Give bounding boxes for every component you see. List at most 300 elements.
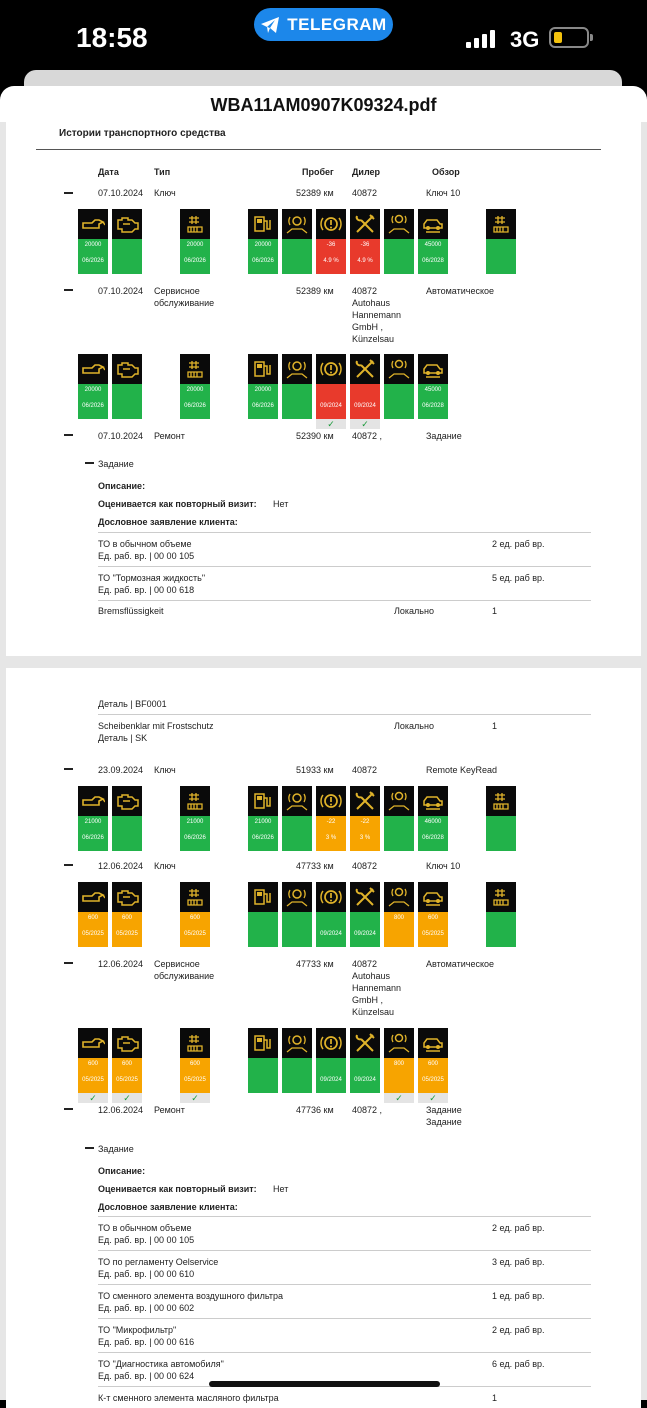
service-tile-fuel-filter bbox=[248, 209, 278, 274]
tile-value: 800 bbox=[393, 915, 404, 921]
tile-status bbox=[282, 239, 312, 274]
tile-date: 05/2025 bbox=[116, 1077, 138, 1083]
tile-date: 06/2028 bbox=[422, 258, 444, 264]
service-tile-front-brake bbox=[282, 354, 312, 419]
service-tile-oil-can bbox=[78, 354, 108, 419]
repeat-visit-label: Оценивается как повторный визит: bbox=[98, 1184, 257, 1194]
tile-status bbox=[418, 816, 448, 851]
tile-value: 21000 bbox=[186, 819, 204, 825]
entry-review: Remote KeyRead bbox=[426, 765, 498, 775]
tile-date: 06/2026 bbox=[184, 403, 206, 409]
service-tile-car-lift bbox=[418, 882, 448, 947]
tile-status bbox=[78, 816, 108, 851]
service-tile-fuel-filter bbox=[248, 882, 278, 947]
part-qty: 1 bbox=[492, 606, 498, 616]
tile-status bbox=[78, 384, 108, 419]
item-divider bbox=[98, 1216, 591, 1217]
entry-date: 07.10.2024 bbox=[98, 431, 144, 441]
tile-status bbox=[418, 1058, 448, 1093]
tile-value: 600 bbox=[427, 915, 438, 921]
pdf-page-2 bbox=[6, 668, 641, 1408]
entry-dealer: 40872 bbox=[352, 765, 378, 775]
front-brake-icon bbox=[282, 354, 312, 384]
entry-date: 07.10.2024 bbox=[98, 286, 144, 296]
pdf-viewer[interactable] bbox=[0, 122, 647, 1403]
part-origin: Локально bbox=[394, 721, 434, 731]
tile-value: 20000 bbox=[186, 387, 204, 393]
tile-date: 06/2028 bbox=[422, 403, 444, 409]
tile-date: 06/2026 bbox=[252, 258, 274, 264]
tile-date: 06/2026 bbox=[82, 258, 104, 264]
service-tile-hash-filter bbox=[180, 882, 210, 947]
item-divider bbox=[98, 714, 591, 715]
part-line: Деталь | BF0001 bbox=[98, 699, 167, 709]
check-mark-icon: ✓ bbox=[180, 1093, 210, 1103]
labor-item-code: Ед. раб. вр. | 00 00 610 bbox=[98, 1269, 195, 1279]
tile-status bbox=[384, 912, 414, 947]
entry-date: 12.06.2024 bbox=[98, 1105, 144, 1115]
service-tile-oil-can bbox=[78, 786, 108, 851]
labor-item-units: 2 ед. раб вр. bbox=[492, 1325, 545, 1335]
entry-dealer-line3: Hannemann bbox=[352, 983, 402, 993]
entry-review: Автоматическое bbox=[426, 959, 495, 969]
labor-item-title: ТО в обычном объеме bbox=[98, 1223, 192, 1233]
part-sub: Деталь | SK bbox=[98, 733, 148, 743]
tile-value: -36 bbox=[326, 242, 336, 248]
tile-status bbox=[248, 816, 278, 851]
service-tile-brake-fluid bbox=[316, 786, 346, 851]
tile-date: 06/2026 bbox=[184, 835, 206, 841]
oil-can-icon bbox=[78, 209, 108, 239]
rear-brake-icon bbox=[384, 354, 414, 384]
entry-dealer-line4: GmbH , bbox=[352, 995, 384, 1005]
tile-status bbox=[384, 239, 414, 274]
entry-dealer-line5: Künzelsau bbox=[352, 1007, 395, 1017]
tile-status bbox=[418, 912, 448, 947]
tile-value: -36 bbox=[360, 242, 370, 248]
car-lift-icon bbox=[418, 354, 448, 384]
service-tile-wrench-screwdriver bbox=[350, 354, 380, 429]
tile-date: 09/2024 bbox=[320, 403, 342, 409]
service-tile-rear-brake bbox=[384, 1028, 414, 1103]
tile-status bbox=[350, 239, 380, 274]
labor-item-code: Ед. раб. вр. | 00 00 624 bbox=[98, 1371, 195, 1381]
tile-status bbox=[180, 1058, 210, 1093]
service-tile-hash-filter bbox=[486, 786, 516, 851]
labor-item-title: К-т сменного элемента масляного фильтра bbox=[98, 1393, 279, 1403]
tile-date: 09/2024 bbox=[320, 931, 342, 937]
part-name: Bremsflüssigkeit bbox=[98, 606, 164, 616]
rear-brake-icon bbox=[384, 786, 414, 816]
document-title: WBA11AM0907K09324.pdf bbox=[210, 95, 437, 115]
tile-status bbox=[486, 912, 516, 947]
tile-status bbox=[248, 384, 278, 419]
labor-item-title: ТО "Диагностика автомобиля" bbox=[98, 1359, 224, 1369]
labor-item-units: 3 ед. раб вр. bbox=[492, 1257, 545, 1267]
rear-brake-icon bbox=[384, 1028, 414, 1058]
tile-date: 05/2025 bbox=[184, 1077, 206, 1083]
entry-dealer-line2: Autohaus bbox=[352, 298, 391, 308]
labor-item-title: ТО "Тормозная жидкость" bbox=[98, 573, 206, 583]
part-origin: Локально bbox=[394, 606, 434, 616]
tile-value: 45000 bbox=[424, 242, 442, 248]
service-tile-fuel-filter bbox=[248, 786, 278, 851]
tile-status bbox=[350, 1058, 380, 1093]
front-brake-icon bbox=[282, 209, 312, 239]
tile-date: 09/2024 bbox=[354, 403, 376, 409]
customer-statement-label: Дословное заявление клиента: bbox=[98, 517, 238, 527]
tile-value: 20000 bbox=[186, 242, 204, 248]
labor-item-code: Ед. раб. вр. | 00 00 602 bbox=[98, 1303, 195, 1313]
entry-type: Ключ bbox=[154, 765, 176, 775]
fuel-filter-icon bbox=[248, 1028, 278, 1058]
tile-status bbox=[78, 912, 108, 947]
brake-fluid-icon bbox=[316, 1028, 346, 1058]
labor-item-code: Ед. раб. вр. | 00 00 618 bbox=[98, 585, 195, 595]
tile-status bbox=[384, 816, 414, 851]
signal-bars-icon bbox=[466, 30, 498, 48]
labor-item-title: ТО по регламенту Oelservice bbox=[98, 1257, 219, 1267]
oil-can-icon bbox=[78, 882, 108, 912]
col-review-header: Обзор bbox=[432, 167, 460, 177]
tile-value: 600 bbox=[87, 915, 98, 921]
col-mileage-header: Пробег bbox=[302, 167, 334, 177]
description-label: Описание: bbox=[98, 481, 146, 491]
entry-dealer: 40872 , bbox=[352, 431, 383, 441]
service-tile-engine-oil bbox=[112, 1028, 142, 1103]
entry-dealer-line2: Autohaus bbox=[352, 971, 391, 981]
collapse-toggle[interactable] bbox=[64, 864, 73, 866]
service-tile-engine-oil bbox=[112, 786, 142, 851]
entry-dealer-line3: Hannemann bbox=[352, 310, 402, 320]
service-tile-engine-oil bbox=[112, 882, 142, 947]
service-tile-fuel-filter bbox=[248, 354, 278, 419]
description-label: Описание: bbox=[98, 1166, 146, 1176]
hash-filter-icon bbox=[180, 354, 210, 384]
tile-value: -22 bbox=[360, 819, 370, 825]
tile-status bbox=[316, 912, 346, 947]
hash-filter-icon bbox=[486, 786, 516, 816]
tile-value: 21000 bbox=[84, 819, 102, 825]
battery-icon bbox=[549, 27, 589, 48]
tile-date: 3 % bbox=[325, 835, 337, 841]
service-tile-hash-filter bbox=[180, 786, 210, 851]
tile-date: 06/2028 bbox=[422, 835, 444, 841]
service-tile-hash-filter bbox=[180, 209, 210, 274]
tile-date: 09/2024 bbox=[354, 931, 376, 937]
service-tile-car-lift bbox=[418, 786, 448, 851]
entry-mileage: 52390 км bbox=[296, 431, 334, 441]
part-name: Scheibenklar mit Frostschutz bbox=[98, 721, 214, 731]
entry-type: Ремонт bbox=[154, 431, 185, 441]
item-divider bbox=[98, 532, 591, 533]
service-tile-wrench-screwdriver bbox=[350, 786, 380, 851]
front-brake-icon bbox=[282, 882, 312, 912]
labor-item-units: 2 ед. раб вр. bbox=[492, 539, 545, 549]
tile-value: 20000 bbox=[254, 242, 272, 248]
collapse-toggle[interactable] bbox=[64, 289, 73, 291]
entry-review: Автоматическое bbox=[426, 286, 495, 296]
entry-review: Задание bbox=[426, 431, 462, 441]
tile-status bbox=[112, 816, 142, 851]
rear-brake-icon bbox=[384, 209, 414, 239]
collapse-toggle[interactable] bbox=[64, 1108, 73, 1110]
service-tile-rear-brake bbox=[384, 786, 414, 851]
tile-status bbox=[180, 912, 210, 947]
labor-item-qty: 1 bbox=[492, 1393, 498, 1403]
entry-dealer-line1: 40872 bbox=[352, 959, 378, 969]
service-tile-wrench-screwdriver bbox=[350, 882, 380, 947]
service-tile-engine-oil bbox=[112, 209, 142, 274]
collapse-toggle[interactable] bbox=[64, 192, 73, 194]
customer-statement-label: Дословное заявление клиента: bbox=[98, 1202, 238, 1212]
service-tile-front-brake bbox=[282, 786, 312, 851]
tile-value: 20000 bbox=[84, 387, 102, 393]
service-tile-hash-filter bbox=[180, 1028, 210, 1103]
tile-status bbox=[350, 816, 380, 851]
tile-date: 3 % bbox=[359, 835, 371, 841]
entry-dealer-line4: GmbH , bbox=[352, 322, 384, 332]
labor-item-units: 2 ед. раб вр. bbox=[492, 1223, 545, 1233]
tile-date: 06/2026 bbox=[252, 403, 274, 409]
col-dealer-header: Дилер bbox=[352, 167, 381, 177]
tile-status bbox=[350, 384, 380, 419]
tile-value: 800 bbox=[393, 1061, 404, 1067]
labor-item-title: ТО сменного элемента воздушного фильтра bbox=[98, 1291, 284, 1301]
tile-value: 46000 bbox=[424, 819, 442, 825]
oil-can-icon bbox=[78, 1028, 108, 1058]
entry-review: Ключ 10 bbox=[426, 861, 461, 871]
service-tile-hash-filter bbox=[180, 354, 210, 419]
item-divider bbox=[98, 566, 591, 567]
item-divider bbox=[98, 1318, 591, 1319]
service-tile-rear-brake bbox=[384, 354, 414, 419]
tile-value: 600 bbox=[189, 915, 200, 921]
engine-oil-icon bbox=[112, 882, 142, 912]
entry-review-line1: Задание bbox=[426, 1105, 462, 1115]
check-mark-icon: ✓ bbox=[418, 1093, 448, 1103]
entry-type: Ключ bbox=[154, 861, 176, 871]
service-tile-fuel-filter bbox=[248, 1028, 278, 1093]
tile-value: 45000 bbox=[424, 387, 442, 393]
tile-value: 600 bbox=[189, 1061, 200, 1067]
entry-mileage: 47733 км bbox=[296, 861, 334, 871]
item-divider bbox=[98, 1352, 591, 1353]
service-tile-brake-fluid bbox=[316, 1028, 346, 1093]
labor-item-code: Ед. раб. вр. | 00 00 105 bbox=[98, 1235, 195, 1245]
car-lift-icon bbox=[418, 209, 448, 239]
entry-date: 12.06.2024 bbox=[98, 959, 144, 969]
tile-status bbox=[282, 1058, 312, 1093]
col-type-header: Тип bbox=[154, 167, 171, 177]
tile-status bbox=[248, 1058, 278, 1093]
rear-brake-icon bbox=[384, 882, 414, 912]
service-tile-wrench-screwdriver bbox=[350, 209, 380, 274]
service-tile-brake-fluid bbox=[316, 354, 346, 429]
pdf-page-1 bbox=[6, 122, 641, 656]
engine-oil-icon bbox=[112, 786, 142, 816]
tile-date: 06/2026 bbox=[82, 835, 104, 841]
tile-status bbox=[78, 239, 108, 274]
repeat-visit-label: Оценивается как повторный визит: bbox=[98, 499, 257, 509]
entry-dealer: 40872 bbox=[352, 861, 378, 871]
entry-mileage: 52389 км bbox=[296, 188, 334, 198]
collapse-toggle[interactable] bbox=[64, 434, 73, 436]
tile-status bbox=[282, 912, 312, 947]
service-tile-car-lift bbox=[418, 1028, 448, 1103]
tile-status bbox=[282, 384, 312, 419]
service-tile-rear-brake bbox=[384, 209, 414, 274]
entry-mileage: 47733 км bbox=[296, 959, 334, 969]
repeat-visit-value: Нет bbox=[273, 499, 289, 509]
car-lift-icon bbox=[418, 786, 448, 816]
labor-item-units: 6 ед. раб вр. bbox=[492, 1359, 545, 1369]
entry-dealer: 40872 bbox=[352, 188, 378, 198]
entry-type-line1: Сервисное bbox=[154, 959, 200, 969]
tile-date: 06/2026 bbox=[184, 258, 206, 264]
front-brake-icon bbox=[282, 1028, 312, 1058]
tile-value: 600 bbox=[121, 915, 132, 921]
oil-can-icon bbox=[78, 786, 108, 816]
entry-type: Ремонт bbox=[154, 1105, 185, 1115]
brake-fluid-icon bbox=[316, 209, 346, 239]
entry-type: Ключ bbox=[154, 188, 176, 198]
service-tile-car-lift bbox=[418, 209, 448, 274]
tile-date: 05/2025 bbox=[184, 931, 206, 937]
tile-value: -22 bbox=[326, 819, 336, 825]
entry-mileage: 51933 км bbox=[296, 765, 334, 775]
entry-date: 12.06.2024 bbox=[98, 861, 144, 871]
tile-status bbox=[486, 239, 516, 274]
tile-value: 21000 bbox=[254, 819, 272, 825]
car-lift-icon bbox=[418, 882, 448, 912]
entry-type-line1: Сервисное bbox=[154, 286, 200, 296]
front-brake-icon bbox=[282, 786, 312, 816]
service-tile-rear-brake bbox=[384, 882, 414, 947]
entry-review-line2: Задание bbox=[426, 1117, 462, 1127]
task-collapse-toggle[interactable] bbox=[85, 1147, 94, 1149]
tile-status bbox=[112, 1058, 142, 1093]
service-tile-front-brake bbox=[282, 1028, 312, 1093]
service-tile-hash-filter bbox=[486, 209, 516, 274]
item-divider bbox=[98, 600, 591, 601]
tile-status bbox=[316, 239, 346, 274]
fuel-filter-icon bbox=[248, 882, 278, 912]
tile-status bbox=[180, 816, 210, 851]
tile-status bbox=[350, 912, 380, 947]
collapse-toggle[interactable] bbox=[64, 962, 73, 964]
network-type: 3G bbox=[510, 27, 540, 52]
check-mark-icon: ✓ bbox=[350, 419, 380, 429]
labor-item-units: 1 ед. раб вр. bbox=[492, 1291, 545, 1301]
hash-filter-icon bbox=[486, 209, 516, 239]
entry-dealer-line5: Künzelsau bbox=[352, 334, 395, 344]
check-mark-icon: ✓ bbox=[384, 1093, 414, 1103]
tile-date: 06/2026 bbox=[82, 403, 104, 409]
brake-fluid-icon bbox=[316, 786, 346, 816]
tile-status bbox=[112, 239, 142, 274]
tile-date: 09/2024 bbox=[354, 1077, 376, 1083]
service-tile-oil-can bbox=[78, 882, 108, 947]
car-lift-icon bbox=[418, 1028, 448, 1058]
entry-mileage: 52389 км bbox=[296, 286, 334, 296]
engine-oil-icon bbox=[112, 1028, 142, 1058]
repeat-visit-value: Нет bbox=[273, 1184, 289, 1194]
telegram-return-pill[interactable] bbox=[254, 8, 393, 41]
entry-type-line2: обслуживание bbox=[154, 971, 215, 981]
item-divider bbox=[98, 1250, 591, 1251]
brake-fluid-icon bbox=[316, 882, 346, 912]
service-tile-oil-can bbox=[78, 1028, 108, 1103]
telegram-pill-label: TELEGRAM bbox=[287, 14, 387, 34]
tile-status bbox=[180, 239, 210, 274]
tile-date: 4.9 % bbox=[323, 258, 339, 264]
oil-can-icon bbox=[78, 354, 108, 384]
service-tile-hash-filter bbox=[486, 882, 516, 947]
wrench-screwdriver-icon bbox=[350, 882, 380, 912]
entry-dealer-line1: 40872 bbox=[352, 286, 378, 296]
entry-review: Ключ 10 bbox=[426, 188, 461, 198]
task-collapse-toggle[interactable] bbox=[85, 462, 94, 464]
engine-oil-icon bbox=[112, 354, 142, 384]
part-qty: 1 bbox=[492, 721, 498, 731]
tile-status bbox=[418, 239, 448, 274]
tile-date: 05/2025 bbox=[422, 931, 444, 937]
service-tile-engine-oil bbox=[112, 354, 142, 419]
wrench-screwdriver-icon bbox=[350, 1028, 380, 1058]
home-indicator[interactable] bbox=[209, 1381, 440, 1387]
hash-filter-icon bbox=[486, 882, 516, 912]
entry-dealer: 40872 , bbox=[352, 1105, 383, 1115]
labor-item-code: Ед. раб. вр. | 00 00 105 bbox=[98, 551, 195, 561]
tile-status bbox=[316, 816, 346, 851]
col-date-header: Дата bbox=[98, 167, 119, 177]
tile-date: 06/2026 bbox=[252, 835, 274, 841]
tile-status bbox=[112, 912, 142, 947]
hash-filter-icon bbox=[180, 786, 210, 816]
tile-status bbox=[418, 384, 448, 419]
tile-status bbox=[78, 1058, 108, 1093]
paper-plane-icon bbox=[260, 16, 280, 34]
tile-date: 05/2025 bbox=[422, 1077, 444, 1083]
tile-status bbox=[316, 1058, 346, 1093]
fuel-filter-icon bbox=[248, 209, 278, 239]
entry-mileage: 47736 км bbox=[296, 1105, 334, 1115]
tile-value: 600 bbox=[121, 1061, 132, 1067]
tile-date: 05/2025 bbox=[82, 931, 104, 937]
collapse-toggle[interactable] bbox=[64, 768, 73, 770]
brake-fluid-icon bbox=[316, 354, 346, 384]
check-mark-icon: ✓ bbox=[316, 419, 346, 429]
check-mark-icon: ✓ bbox=[78, 1093, 108, 1103]
entry-type-line2: обслуживание bbox=[154, 298, 215, 308]
tile-value: 20000 bbox=[254, 387, 272, 393]
tile-date: 05/2025 bbox=[116, 931, 138, 937]
service-tile-brake-fluid bbox=[316, 882, 346, 947]
hash-filter-icon bbox=[180, 882, 210, 912]
service-tile-front-brake bbox=[282, 882, 312, 947]
title-divider bbox=[36, 149, 601, 150]
wrench-screwdriver-icon bbox=[350, 786, 380, 816]
service-tile-car-lift bbox=[418, 354, 448, 419]
tile-status bbox=[282, 816, 312, 851]
hash-filter-icon bbox=[180, 1028, 210, 1058]
tile-date: 05/2025 bbox=[82, 1077, 104, 1083]
service-tile-brake-fluid bbox=[316, 209, 346, 274]
wrench-screwdriver-icon bbox=[350, 209, 380, 239]
wrench-screwdriver-icon bbox=[350, 354, 380, 384]
task-toggle-label: Задание bbox=[98, 459, 134, 469]
